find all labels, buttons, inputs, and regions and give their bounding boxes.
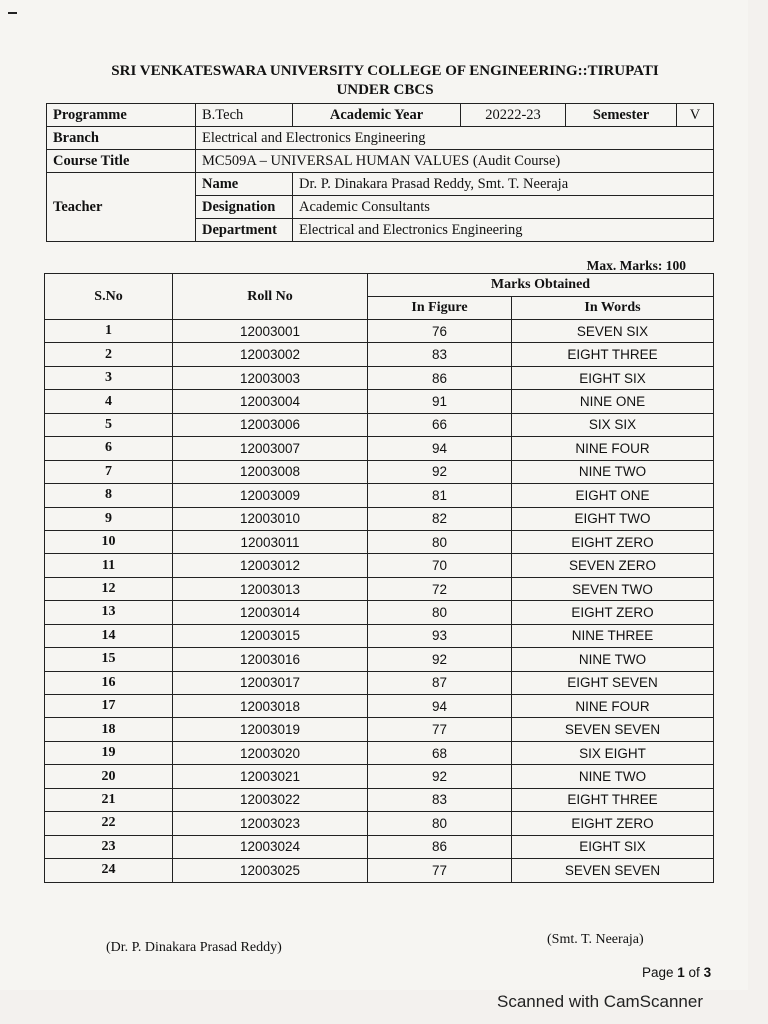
roll-cell: 12003002 xyxy=(173,343,368,366)
words-cell: NINE THREE xyxy=(512,624,714,647)
academic-year-value: 20222-23 xyxy=(461,104,566,127)
figure-cell: 80 xyxy=(368,812,512,835)
sno-cell: 19 xyxy=(45,741,173,764)
figure-cell: 82 xyxy=(368,507,512,530)
department-value: Electrical and Electronics Engineering xyxy=(293,219,714,242)
programme-value: B.Tech xyxy=(196,104,293,127)
words-cell: EIGHT ZERO xyxy=(512,601,714,624)
sno-cell: 21 xyxy=(45,788,173,811)
words-cell: SEVEN SEVEN xyxy=(512,859,714,882)
sno-cell: 20 xyxy=(45,765,173,788)
col-figure-header: In Figure xyxy=(368,297,512,320)
semester-value: V xyxy=(677,104,714,127)
name-label: Name xyxy=(196,173,293,196)
figure-cell: 86 xyxy=(368,835,512,858)
words-cell: SIX EIGHT xyxy=(512,741,714,764)
sno-cell: 16 xyxy=(45,671,173,694)
page-current: 1 xyxy=(677,965,685,980)
teacher-label: Teacher xyxy=(47,173,196,242)
sno-cell: 22 xyxy=(45,812,173,835)
department-label: Department xyxy=(196,219,293,242)
scan-mark xyxy=(8,12,17,14)
roll-cell: 12003006 xyxy=(173,413,368,436)
figure-cell: 76 xyxy=(368,320,512,343)
sno-cell: 8 xyxy=(45,484,173,507)
roll-cell: 12003020 xyxy=(173,741,368,764)
figure-cell: 83 xyxy=(368,343,512,366)
roll-cell: 12003007 xyxy=(173,437,368,460)
words-cell: EIGHT ZERO xyxy=(512,530,714,553)
roll-cell: 12003004 xyxy=(173,390,368,413)
roll-cell: 12003013 xyxy=(173,577,368,600)
sno-cell: 10 xyxy=(45,530,173,553)
roll-cell: 12003014 xyxy=(173,601,368,624)
table-row xyxy=(45,413,714,436)
table-row xyxy=(45,320,714,343)
roll-cell: 12003009 xyxy=(173,484,368,507)
programme-label: Programme xyxy=(47,104,196,127)
roll-cell: 12003023 xyxy=(173,812,368,835)
course-title-row xyxy=(47,150,714,173)
branch-value: Electrical and Electronics Engineering xyxy=(196,127,714,150)
table-row xyxy=(45,530,714,553)
roll-cell: 12003016 xyxy=(173,648,368,671)
course-title-value: MC509A – UNIVERSAL HUMAN VALUES (Audit Course) xyxy=(196,150,714,173)
table-row xyxy=(45,788,714,811)
table-row xyxy=(45,718,714,741)
sno-cell: 24 xyxy=(45,859,173,882)
figure-cell: 81 xyxy=(368,484,512,507)
semester-label: Semester xyxy=(566,104,677,127)
roll-cell: 12003012 xyxy=(173,554,368,577)
sno-cell: 2 xyxy=(45,343,173,366)
roll-cell: 12003018 xyxy=(173,695,368,718)
page-total: 3 xyxy=(703,965,712,980)
branch-label: Branch xyxy=(47,127,196,150)
words-cell: EIGHT ONE xyxy=(512,484,714,507)
roll-cell: 12003015 xyxy=(173,624,368,647)
table-row xyxy=(45,437,714,460)
branch-row xyxy=(47,127,714,150)
marks-header-row-1 xyxy=(45,274,714,297)
academic-year-label: Academic Year xyxy=(293,104,461,127)
name-value: Dr. P. Dinakara Prasad Reddy, Smt. T. Neeraja xyxy=(293,173,714,196)
sno-cell: 1 xyxy=(45,320,173,343)
words-cell: NINE TWO xyxy=(512,648,714,671)
words-cell: EIGHT ZERO xyxy=(512,812,714,835)
document-header xyxy=(60,62,710,100)
words-cell: NINE TWO xyxy=(512,460,714,483)
col-roll-header: Roll No xyxy=(173,274,368,320)
col-sno-header: S.No xyxy=(45,274,173,320)
sno-cell: 13 xyxy=(45,601,173,624)
table-row xyxy=(45,554,714,577)
figure-cell: 80 xyxy=(368,601,512,624)
table-row xyxy=(45,577,714,600)
words-cell: SEVEN TWO xyxy=(512,577,714,600)
sno-cell: 15 xyxy=(45,648,173,671)
table-row xyxy=(45,343,714,366)
sno-cell: 6 xyxy=(45,437,173,460)
figure-cell: 72 xyxy=(368,577,512,600)
signature-right: (Smt. T. Neeraja) xyxy=(547,932,644,947)
roll-cell: 12003011 xyxy=(173,530,368,553)
sno-cell: 14 xyxy=(45,624,173,647)
figure-cell: 77 xyxy=(368,859,512,882)
words-cell: EIGHT THREE xyxy=(512,343,714,366)
designation-label: Designation xyxy=(196,196,293,219)
programme-row xyxy=(47,104,714,127)
table-row xyxy=(45,390,714,413)
marks-table-body xyxy=(45,320,714,883)
table-row xyxy=(45,765,714,788)
table-row xyxy=(45,695,714,718)
roll-cell: 12003001 xyxy=(173,320,368,343)
figure-cell: 91 xyxy=(368,390,512,413)
table-row xyxy=(45,812,714,835)
roll-cell: 12003017 xyxy=(173,671,368,694)
table-row xyxy=(45,741,714,764)
figure-cell: 92 xyxy=(368,765,512,788)
course-info-table xyxy=(46,103,714,242)
words-cell: EIGHT SEVEN xyxy=(512,671,714,694)
header-line-1: SRI VENKATESWARA UNIVERSITY COLLEGE OF ENGINEERING::TIRUPATI xyxy=(111,63,659,79)
figure-cell: 68 xyxy=(368,741,512,764)
page-prefix: Page xyxy=(642,965,678,980)
roll-cell: 12003021 xyxy=(173,765,368,788)
roll-cell: 12003019 xyxy=(173,718,368,741)
course-title-label: Course Title xyxy=(47,150,196,173)
designation-value: Academic Consultants xyxy=(293,196,714,219)
roll-cell: 12003003 xyxy=(173,366,368,389)
words-cell: NINE FOUR xyxy=(512,695,714,718)
words-cell: SEVEN SIX xyxy=(512,320,714,343)
roll-cell: 12003008 xyxy=(173,460,368,483)
words-cell: SEVEN SEVEN xyxy=(512,718,714,741)
words-cell: EIGHT SIX xyxy=(512,366,714,389)
table-row xyxy=(45,835,714,858)
figure-cell: 94 xyxy=(368,437,512,460)
marks-table xyxy=(44,273,714,883)
page-middle: of xyxy=(684,965,704,980)
header-line-2: UNDER CBCS xyxy=(336,82,434,98)
figure-cell: 66 xyxy=(368,413,512,436)
table-row xyxy=(45,601,714,624)
signature-left: (Dr. P. Dinakara Prasad Reddy) xyxy=(106,940,282,955)
figure-cell: 87 xyxy=(368,671,512,694)
words-cell: SEVEN ZERO xyxy=(512,554,714,577)
figure-cell: 80 xyxy=(368,530,512,553)
sno-cell: 12 xyxy=(45,577,173,600)
words-cell: SIX SIX xyxy=(512,413,714,436)
roll-cell: 12003022 xyxy=(173,788,368,811)
figure-cell: 92 xyxy=(368,648,512,671)
words-cell: NINE FOUR xyxy=(512,437,714,460)
col-marks-header: Marks Obtained xyxy=(368,274,714,297)
col-words-header: In Words xyxy=(512,297,714,320)
sno-cell: 4 xyxy=(45,390,173,413)
words-cell: NINE ONE xyxy=(512,390,714,413)
table-row xyxy=(45,366,714,389)
sno-cell: 7 xyxy=(45,460,173,483)
teacher-name-row xyxy=(47,173,714,196)
sno-cell: 23 xyxy=(45,835,173,858)
table-row xyxy=(45,507,714,530)
figure-cell: 86 xyxy=(368,366,512,389)
table-row xyxy=(45,648,714,671)
sno-cell: 18 xyxy=(45,718,173,741)
words-cell: EIGHT SIX xyxy=(512,835,714,858)
figure-cell: 94 xyxy=(368,695,512,718)
table-row xyxy=(45,460,714,483)
sno-cell: 5 xyxy=(45,413,173,436)
figure-cell: 77 xyxy=(368,718,512,741)
sno-cell: 17 xyxy=(45,695,173,718)
figure-cell: 92 xyxy=(368,460,512,483)
figure-cell: 93 xyxy=(368,624,512,647)
sno-cell: 11 xyxy=(45,554,173,577)
max-marks: Max. Marks: 100 xyxy=(586,258,686,273)
table-row xyxy=(45,671,714,694)
figure-cell: 83 xyxy=(368,788,512,811)
words-cell: NINE TWO xyxy=(512,765,714,788)
words-cell: EIGHT THREE xyxy=(512,788,714,811)
scanner-watermark: Scanned with CamScanner xyxy=(497,992,704,1011)
table-row xyxy=(45,484,714,507)
sno-cell: 9 xyxy=(45,507,173,530)
page-number xyxy=(642,965,711,980)
table-row xyxy=(45,624,714,647)
table-row xyxy=(45,859,714,882)
sno-cell: 3 xyxy=(45,366,173,389)
figure-cell: 70 xyxy=(368,554,512,577)
roll-cell: 12003025 xyxy=(173,859,368,882)
roll-cell: 12003024 xyxy=(173,835,368,858)
words-cell: EIGHT TWO xyxy=(512,507,714,530)
roll-cell: 12003010 xyxy=(173,507,368,530)
